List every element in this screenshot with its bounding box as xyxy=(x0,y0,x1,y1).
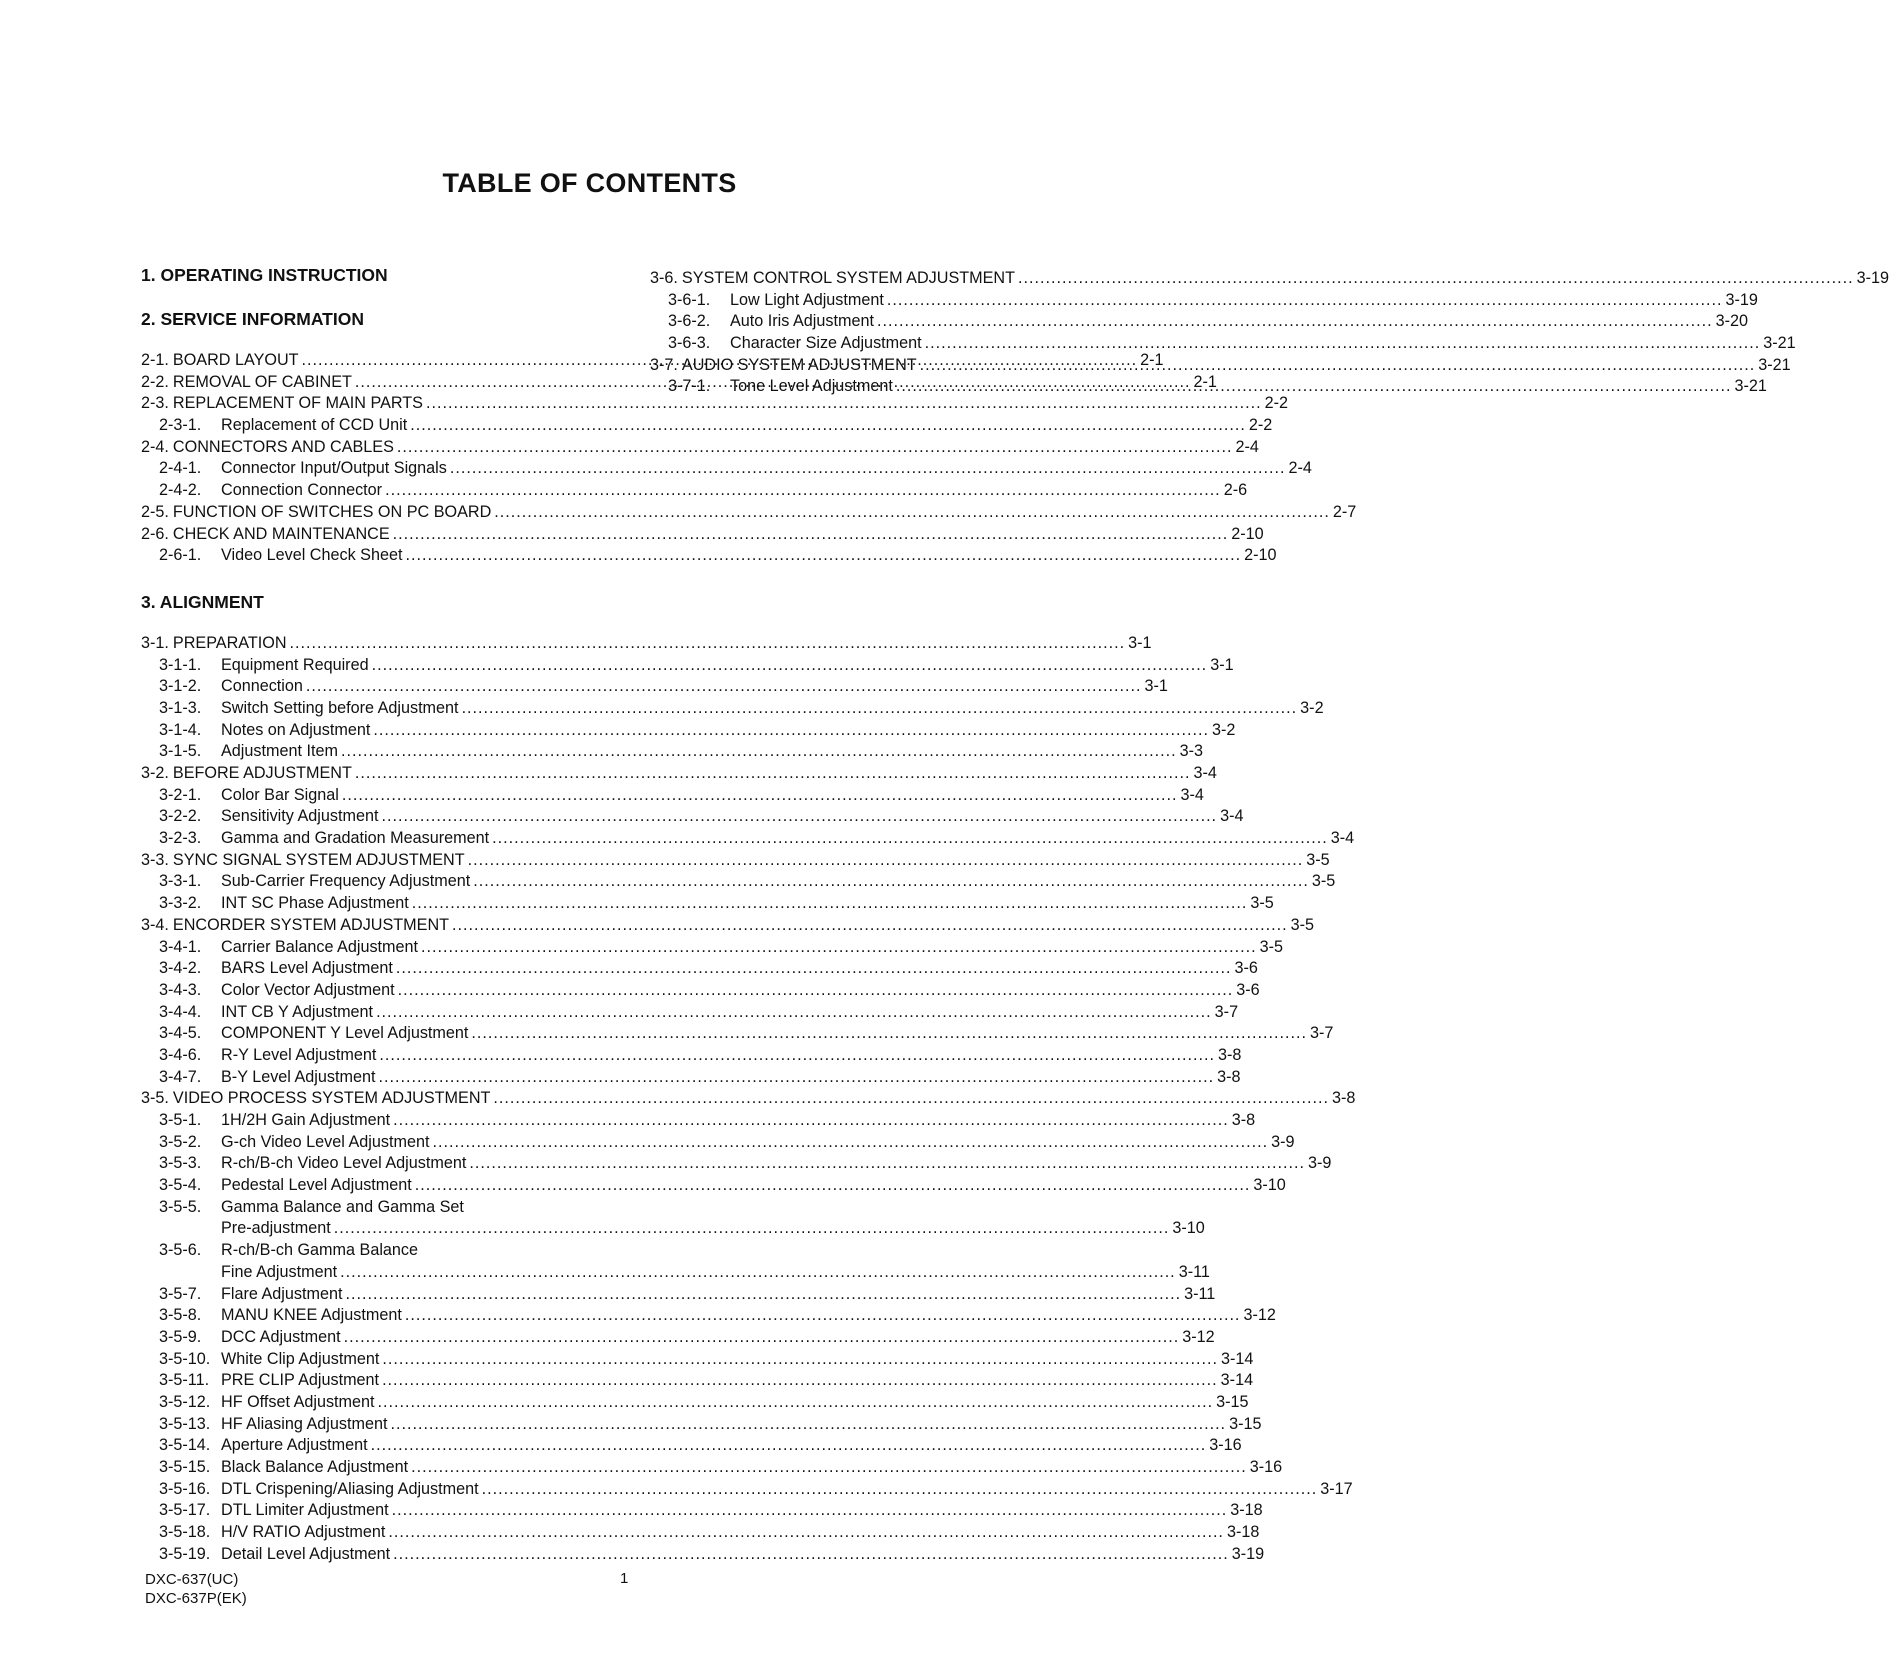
toc-entry-label: INT SC Phase Adjustment xyxy=(221,894,409,913)
toc-entry-label: Pedestal Level Adjustment xyxy=(221,1176,412,1195)
toc-entry-page: 3-5 xyxy=(1306,850,1330,869)
toc-entry-page: 2-4 xyxy=(1235,437,1259,456)
toc-entry-number: 3-5-5. xyxy=(159,1197,202,1216)
toc-entry-number: 3-1. xyxy=(141,633,169,652)
toc-entry xyxy=(141,655,1234,677)
toc-entry-label: Video Level Check Sheet xyxy=(221,546,403,565)
toc-entry-page: 3-1 xyxy=(1144,677,1168,696)
dot-leader xyxy=(381,806,1217,828)
dot-leader xyxy=(421,937,1257,959)
toc-entry-label: COMPONENT Y Level Adjustment xyxy=(221,1024,469,1043)
toc-entry xyxy=(141,458,1312,480)
toc-entry-number: 2-6. xyxy=(141,524,169,543)
toc-entry-page: 3-4 xyxy=(1180,785,1204,804)
toc-entry xyxy=(141,1110,1256,1132)
toc-entry-number: 3-2-3. xyxy=(159,829,202,848)
toc-entry xyxy=(141,958,1258,980)
toc-entry-number: 3-2. xyxy=(141,764,169,782)
dot-leader xyxy=(340,1262,1176,1284)
toc-entry-number: 3-2-1. xyxy=(159,785,202,804)
dot-leader xyxy=(450,458,1286,480)
toc-entry-label: DTL Limiter Adjustment xyxy=(221,1501,389,1520)
toc-entry-number: 3-5-12. xyxy=(159,1392,211,1411)
dot-leader xyxy=(372,655,1208,677)
toc-entry-page: 3-16 xyxy=(1249,1458,1283,1476)
toc-entry-number: 3-1-4. xyxy=(159,720,202,739)
toc-entry-number: 3-5-1. xyxy=(159,1111,202,1129)
toc-entry-number: 3-5-8. xyxy=(159,1306,202,1325)
toc-entry-page: 3-5 xyxy=(1290,915,1315,934)
toc-entry-page: 3-12 xyxy=(1243,1306,1276,1325)
model-ek: DXC-637P(EK) xyxy=(145,1590,247,1607)
toc-entry-number: 3-3-2. xyxy=(159,894,202,913)
toc-entry xyxy=(141,545,1277,567)
toc-entry xyxy=(650,376,1767,398)
toc-entry xyxy=(141,850,1330,872)
toc-entry-page: 3-5 xyxy=(1250,894,1274,913)
toc-entry-page: 3-1 xyxy=(1210,655,1234,674)
toc-entry xyxy=(141,1327,1215,1349)
toc-entry xyxy=(141,1175,1286,1197)
toc-entry-number: 3-5-10. xyxy=(159,1349,211,1368)
toc-entry-number: 3-5-17. xyxy=(159,1501,211,1520)
toc-entry-number: 3-5-19. xyxy=(159,1544,211,1563)
section-heading-alignment: 3. ALIGNMENT xyxy=(141,591,264,612)
toc-entry-page: 2-2 xyxy=(1248,416,1273,435)
toc-entry-label: SYSTEM CONTROL SYSTEM ADJUSTMENT xyxy=(681,269,1015,287)
toc-entry xyxy=(141,393,1288,415)
toc-entry-label: INT CB Y Adjustment xyxy=(221,1002,374,1021)
toc-entry xyxy=(141,1045,1242,1067)
toc-entry-label: PREPARATION xyxy=(172,633,287,652)
toc-entry-label: CHECK AND MAINTENANCE xyxy=(172,524,390,543)
toc-entry-page: 3-8 xyxy=(1217,1045,1242,1064)
toc-entry-number: 3-5-13. xyxy=(159,1414,211,1433)
dot-leader xyxy=(887,290,1723,312)
dot-leader xyxy=(432,1132,1268,1154)
toc-entry-label: Character Size Adjustment xyxy=(730,334,922,353)
toc-entry-label: Connection Connector xyxy=(221,481,383,500)
dot-leader xyxy=(341,741,1177,763)
page-number: 1 xyxy=(620,1570,629,1587)
toc-entry-label: R-Y Level Adjustment xyxy=(221,1045,377,1064)
toc-entry-number: 3-1-2. xyxy=(159,677,202,696)
toc-entry xyxy=(650,311,1748,333)
toc-entry xyxy=(141,1218,1205,1240)
dot-leader xyxy=(379,1045,1215,1067)
dot-leader xyxy=(396,958,1232,980)
toc-entry xyxy=(141,1284,1216,1306)
dot-leader xyxy=(355,763,1191,785)
dot-leader xyxy=(378,1392,1214,1414)
toc-entry-number: 3-4-4. xyxy=(159,1002,202,1021)
toc-entry-number: 3-5-3. xyxy=(159,1154,202,1173)
toc-entry-page: 3-4 xyxy=(1220,807,1244,826)
toc-entry-page: 3-21 xyxy=(1758,355,1791,374)
toc-entry-label: Flare Adjustment xyxy=(221,1284,343,1303)
toc-entry-page: 3-4 xyxy=(1193,764,1217,782)
dot-leader xyxy=(392,1500,1228,1522)
toc-entry-label: White Clip Adjustment xyxy=(221,1349,380,1368)
toc-entry-number: 3-5-18. xyxy=(159,1523,211,1542)
toc-entry-page: 3-9 xyxy=(1271,1132,1295,1151)
toc-entry-number: 2-4-1. xyxy=(159,459,202,478)
toc-entry xyxy=(141,763,1217,785)
toc-entry-number: 3-5-7. xyxy=(159,1284,202,1303)
toc-entry-label: Auto Iris Adjustment xyxy=(730,312,874,331)
dot-leader xyxy=(452,915,1288,937)
toc-entry xyxy=(141,1479,1353,1501)
toc-entry-number: 3-6-2. xyxy=(668,312,711,331)
toc-entry-label: Connector Input/Output Signals xyxy=(221,459,447,478)
toc-entry-page: 3-18 xyxy=(1230,1501,1263,1520)
toc-entry-number: 3-7. xyxy=(650,355,678,374)
toc-entry-label: Sub-Carrier Frequency Adjustment xyxy=(221,872,471,891)
dot-leader xyxy=(393,524,1229,546)
toc-entry-label: HF Offset Adjustment xyxy=(221,1392,375,1411)
toc-entry xyxy=(650,268,1889,290)
toc-entry-number: 2-4-2. xyxy=(159,481,202,500)
toc-entry-page: 3-17 xyxy=(1320,1479,1353,1498)
toc-entry-number: 3-5-9. xyxy=(159,1327,202,1346)
toc-entry-page: 2-1 xyxy=(1193,372,1217,391)
toc-entry-label: Fine Adjustment xyxy=(221,1262,338,1281)
toc-entry-number: 3-1-5. xyxy=(159,742,202,761)
toc-entry-number: 3-4-1. xyxy=(159,937,202,956)
dot-leader xyxy=(482,1479,1318,1501)
toc-entry xyxy=(141,937,1284,959)
toc-entry-page: 3-19 xyxy=(1725,290,1758,309)
toc-entry-page: 3-6 xyxy=(1234,959,1258,978)
toc-entry xyxy=(141,415,1273,437)
dot-leader xyxy=(469,1153,1305,1175)
toc-entry-page: 3-20 xyxy=(1715,312,1748,331)
toc-entry-label: Detail Level Adjustment xyxy=(221,1544,391,1563)
toc-entry-page: 3-1 xyxy=(1128,633,1152,652)
toc-entry-number: 3-6-3. xyxy=(668,334,711,353)
toc-entry xyxy=(141,1067,1241,1089)
dot-leader xyxy=(388,1522,1224,1544)
dot-leader xyxy=(471,1023,1307,1045)
toc-entry-number: 3-6. xyxy=(650,269,678,287)
toc-entry-number: 3-5-16. xyxy=(159,1479,211,1498)
dot-leader xyxy=(405,1305,1241,1327)
toc-entry-number: 3-5-14. xyxy=(159,1436,211,1455)
toc-entry xyxy=(141,1500,1263,1522)
toc-entry-number: 3-5-15. xyxy=(159,1458,211,1476)
toc-entry-label: HF Aliasing Adjustment xyxy=(221,1414,388,1433)
toc-entry xyxy=(141,1132,1295,1154)
dot-leader xyxy=(334,1218,1170,1240)
toc-entry-label: Black Balance Adjustment xyxy=(221,1458,409,1476)
toc-entry xyxy=(141,741,1203,763)
toc-entry-page: 2-7 xyxy=(1332,502,1357,521)
toc-entry xyxy=(141,720,1236,742)
toc-entry-page: 3-16 xyxy=(1209,1436,1242,1455)
toc-entry-label: MANU KNEE Adjustment xyxy=(221,1306,402,1325)
toc-entry-number: 2-6-1. xyxy=(159,546,202,565)
toc-entry-number: 3-4-3. xyxy=(159,980,202,999)
toc-entry xyxy=(141,1349,1254,1371)
toc-entry-page: 3-15 xyxy=(1216,1392,1249,1411)
toc-entry-page: 3-15 xyxy=(1229,1414,1262,1433)
dot-leader xyxy=(385,480,1221,502)
toc-entry-number: 3-4-7. xyxy=(159,1067,202,1086)
toc-entry-page: 3-10 xyxy=(1172,1219,1205,1238)
toc-entry-number: 3-5-2. xyxy=(159,1132,202,1151)
toc-entry-page: 2-10 xyxy=(1231,524,1264,543)
toc-entry xyxy=(650,333,1796,355)
toc-entry-label: Sensitivity Adjustment xyxy=(221,807,379,826)
dot-leader xyxy=(896,376,1732,398)
toc-entry xyxy=(141,806,1244,828)
dot-leader xyxy=(390,1414,1226,1436)
dot-leader xyxy=(373,720,1209,742)
toc-entry-page: 2-10 xyxy=(1244,546,1277,565)
toc-entry xyxy=(141,633,1152,655)
toc-entry-number: 2-1. xyxy=(141,351,169,369)
toc-entry-page: 3-14 xyxy=(1220,1349,1254,1368)
toc-entry-page: 3-5 xyxy=(1311,872,1336,891)
toc-entry-label: DCC Adjustment xyxy=(221,1327,341,1346)
toc-entry xyxy=(141,915,1315,937)
alignment-list xyxy=(141,633,1356,1566)
toc-entry-label: PRE CLIP Adjustment xyxy=(221,1371,380,1390)
toc-entry-label: Connection xyxy=(221,677,303,696)
toc-entry-page: 3-21 xyxy=(1734,377,1767,396)
toc-entry-label: Color Vector Adjustment xyxy=(221,980,395,999)
toc-entry xyxy=(141,1240,611,1262)
section-heading-operating-instruction: 1. OPERATING INSTRUCTION xyxy=(141,265,388,285)
toc-entry-label: R-ch/B-ch Video Level Adjustment xyxy=(221,1154,467,1173)
dot-leader xyxy=(342,785,1178,807)
toc-entry-page: 3-7 xyxy=(1214,1002,1239,1021)
dot-leader xyxy=(398,980,1234,1002)
toc-entry-number: 3-4-5. xyxy=(159,1024,202,1043)
toc-entry xyxy=(141,785,1204,807)
toc-entry xyxy=(141,1370,1254,1392)
toc-entry-number: 3-2-2. xyxy=(159,807,202,826)
dot-leader xyxy=(411,1457,1247,1479)
toc-entry-label: Pre-adjustment xyxy=(221,1219,331,1238)
toc-entry-label: VIDEO PROCESS SYSTEM ADJUSTMENT xyxy=(172,1089,491,1108)
toc-entry xyxy=(141,1305,1276,1327)
dot-leader xyxy=(397,437,1233,459)
dot-leader xyxy=(412,893,1248,915)
dot-leader xyxy=(494,502,1330,524)
toc-entry xyxy=(141,524,1264,546)
dot-leader xyxy=(406,545,1242,567)
toc-entry-page: 3-7 xyxy=(1310,1024,1334,1043)
toc-entry-number: 3-5-11. xyxy=(159,1371,210,1390)
toc-entry xyxy=(141,1414,1262,1436)
alignment-list-continued xyxy=(650,268,1889,398)
toc-entry-label: R-ch/B-ch Gamma Balance xyxy=(221,1241,419,1260)
toc-entry xyxy=(141,698,1324,720)
toc-entry-number: 3-1-3. xyxy=(159,698,202,717)
toc-entry xyxy=(141,502,1357,524)
toc-entry xyxy=(141,1522,1260,1544)
toc-entry-page: 3-8 xyxy=(1217,1067,1241,1086)
toc-entry-page: 3-11 xyxy=(1178,1262,1210,1281)
toc-entry-page: 3-11 xyxy=(1184,1284,1216,1303)
toc-entry-label: Replacement of CCD Unit xyxy=(221,416,408,435)
toc-entry-page: 3-9 xyxy=(1307,1154,1332,1173)
toc-entry-label: Color Bar Signal xyxy=(221,785,339,804)
toc-entry xyxy=(141,676,1168,698)
toc-entry-number: 3-4-6. xyxy=(159,1045,202,1064)
dot-leader xyxy=(378,1067,1214,1089)
dot-leader xyxy=(344,1327,1180,1349)
toc-entry-number: 3-7-1. xyxy=(668,377,711,396)
dot-leader xyxy=(468,850,1304,872)
model-footer xyxy=(145,1570,247,1608)
toc-entry-page: 3-4 xyxy=(1330,829,1355,848)
toc-entry xyxy=(141,1435,1242,1457)
toc-entry-label: CONNECTORS AND CABLES xyxy=(172,437,394,456)
dot-leader xyxy=(925,333,1761,355)
toc-entry xyxy=(141,1544,1265,1566)
toc-entry-number: 2-5. xyxy=(141,502,169,521)
dot-leader xyxy=(393,1110,1229,1132)
dot-leader xyxy=(415,1175,1251,1197)
toc-entry xyxy=(141,1262,1210,1284)
dot-leader xyxy=(493,1088,1329,1110)
toc-entry-label: Equipment Required xyxy=(221,655,369,674)
dot-leader xyxy=(877,311,1713,333)
toc-entry-number: 3-5. xyxy=(141,1089,169,1108)
toc-entry-label: FUNCTION OF SWITCHES ON PC BOARD xyxy=(172,502,492,521)
toc-entry-label: Tone Level Adjustment xyxy=(730,377,893,396)
toc-entry-page: 3-2 xyxy=(1300,698,1324,717)
toc-entry-page: 3-19 xyxy=(1231,1544,1265,1563)
dot-leader xyxy=(371,1435,1207,1457)
toc-entry-page: 3-21 xyxy=(1763,334,1796,353)
toc-entry-label: Adjustment Item xyxy=(221,742,338,761)
toc-entry-label: DTL Crispening/Aliasing Adjustment xyxy=(221,1479,479,1498)
toc-entry xyxy=(141,1457,1283,1479)
dot-leader xyxy=(492,828,1328,850)
toc-entry-page: 3-8 xyxy=(1231,1111,1256,1129)
model-uc: DXC-637(UC) xyxy=(145,1571,239,1588)
toc-entry xyxy=(141,980,1260,1002)
toc-entry-number: 3-1-1. xyxy=(159,655,202,674)
dot-leader xyxy=(393,1544,1229,1566)
toc-entry-label: SYNC SIGNAL SYSTEM ADJUSTMENT xyxy=(172,850,465,869)
dot-leader xyxy=(382,1349,1218,1371)
toc-entry-page: 3-14 xyxy=(1220,1371,1254,1390)
toc-entry-label: 1H/2H Gain Adjustment xyxy=(221,1111,391,1129)
toc-entry-page: 3-8 xyxy=(1332,1089,1356,1108)
toc-entry-label: AUDIO SYSTEM ADJUSTMENT xyxy=(681,355,917,374)
section-heading-service-information: 2. SERVICE INFORMATION xyxy=(141,309,364,329)
toc-entry-page: 3-12 xyxy=(1182,1327,1215,1346)
toc-entry-page: 2-6 xyxy=(1223,481,1248,500)
toc-entry-label: BOARD LAYOUT xyxy=(172,351,299,369)
toc-entry xyxy=(650,355,1791,377)
toc-entry-number: 3-3. xyxy=(141,850,169,869)
toc-entry-label: B-Y Level Adjustment xyxy=(221,1067,376,1086)
dot-leader xyxy=(306,676,1142,698)
toc-entry-label: G-ch Video Level Adjustment xyxy=(221,1132,430,1151)
toc-entry-label: BEFORE ADJUSTMENT xyxy=(172,764,352,782)
dot-leader xyxy=(462,698,1298,720)
toc-entry xyxy=(141,1002,1239,1024)
toc-entry-page: 3-5 xyxy=(1259,937,1284,956)
toc-entry-number: 2-3. xyxy=(141,394,169,413)
dot-leader xyxy=(473,871,1309,893)
toc-entry xyxy=(141,828,1355,850)
toc-entry-label: Low Light Adjustment xyxy=(730,290,884,309)
toc-entry-number: 3-3-1. xyxy=(159,872,202,891)
dot-leader xyxy=(382,1370,1218,1392)
dot-leader xyxy=(345,1284,1181,1306)
toc-entry-label: BARS Level Adjustment xyxy=(221,959,393,978)
toc-entry-label: Switch Setting before Adjustment xyxy=(221,698,459,717)
toc-entry-number: 3-5-6. xyxy=(159,1241,202,1260)
toc-entry xyxy=(141,1023,1334,1045)
toc-entry-number: 3-5-4. xyxy=(159,1176,202,1195)
toc-entry xyxy=(141,480,1248,502)
dot-leader xyxy=(920,355,1756,377)
toc-entry xyxy=(141,893,1274,915)
toc-entry xyxy=(141,1153,1332,1175)
toc-entry-label: Carrier Balance Adjustment xyxy=(221,937,419,956)
toc-entry-label: Gamma Balance and Gamma Set xyxy=(221,1197,464,1216)
toc-entry-label: Notes on Adjustment xyxy=(221,720,371,739)
toc-entry-number: 3-4-2. xyxy=(159,959,202,978)
toc-entry-page: 3-6 xyxy=(1236,980,1260,999)
toc-entry-number: 3-6-1. xyxy=(668,290,711,309)
toc-entry xyxy=(141,1088,1356,1110)
page-title: TABLE OF CONTENTS xyxy=(442,168,737,198)
toc-entry-number: 2-4. xyxy=(141,437,169,456)
toc-entry-label: Gamma and Gradation Measurement xyxy=(221,829,490,848)
toc-entry xyxy=(650,290,1758,312)
toc-entry-number: 2-3-1. xyxy=(159,416,202,435)
toc-entry-page: 3-2 xyxy=(1211,720,1236,739)
toc-entry-label: REPLACEMENT OF MAIN PARTS xyxy=(172,394,423,413)
toc-entry-page: 3-19 xyxy=(1856,269,1889,287)
toc-entry-page: 3-18 xyxy=(1226,1523,1260,1542)
toc-entry-number: 3-4. xyxy=(141,915,169,934)
toc-entry-label: REMOVAL OF CABINET xyxy=(172,372,352,391)
toc-entry-page: 3-10 xyxy=(1253,1176,1286,1195)
toc-entry-number: 2-2. xyxy=(141,372,169,391)
toc-entry-page: 3-3 xyxy=(1179,742,1203,761)
toc-entry xyxy=(141,1197,611,1219)
toc-entry-page: 2-4 xyxy=(1288,459,1312,478)
dot-leader xyxy=(1018,268,1854,290)
toc-entry-label: ENCORDER SYSTEM ADJUSTMENT xyxy=(172,915,450,934)
toc-entry xyxy=(141,1392,1249,1414)
toc-entry xyxy=(141,871,1336,893)
toc-entry-label: H/V RATIO Adjustment xyxy=(221,1523,386,1542)
dot-leader xyxy=(290,633,1126,655)
dot-leader xyxy=(376,1002,1212,1024)
toc-entry xyxy=(141,437,1259,459)
toc-entry-page: 2-1 xyxy=(1140,351,1164,369)
toc-entry-label: Aperture Adjustment xyxy=(221,1436,368,1455)
toc-entry-page: 2-2 xyxy=(1264,394,1288,413)
